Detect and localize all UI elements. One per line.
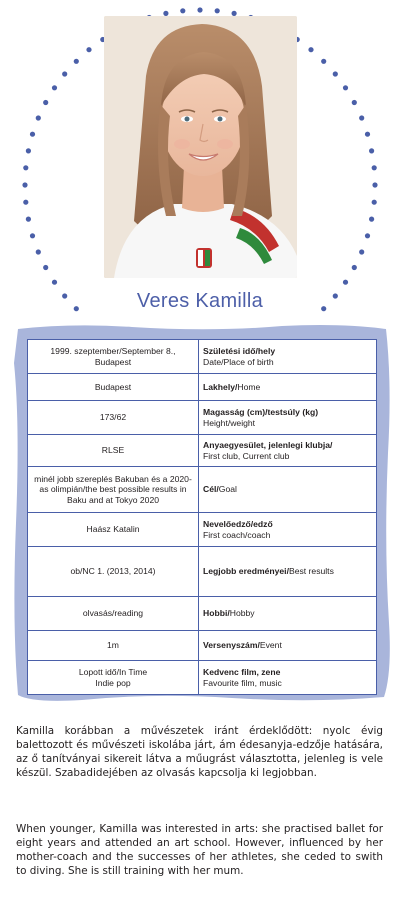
dot <box>62 71 67 76</box>
dot <box>43 265 48 270</box>
table-row <box>28 661 377 695</box>
fact-label-bold: Anyaegyesület, jelenlegi klubja/ <box>203 440 333 451</box>
table-row <box>28 467 377 513</box>
dot <box>369 217 374 222</box>
fact-label <box>199 374 377 401</box>
dot <box>215 8 220 13</box>
dot <box>22 182 27 187</box>
fact-value: 1m <box>28 631 199 661</box>
dot <box>26 217 31 222</box>
dot <box>52 280 57 285</box>
table-row <box>28 401 377 435</box>
fact-label-bold: Lakhely/ <box>203 381 238 392</box>
fact-value: RLSE <box>28 435 199 467</box>
fact-label <box>199 467 377 513</box>
dot <box>359 249 364 254</box>
fact-label <box>199 631 377 661</box>
dot <box>23 200 28 205</box>
fact-label <box>199 597 377 631</box>
dot <box>352 265 357 270</box>
fact-label-bold: Cél/ <box>203 484 219 495</box>
fact-value: 173/62 <box>28 401 199 435</box>
dot <box>365 132 370 137</box>
fact-value: ob/NC 1. (2013, 2014) <box>28 547 199 597</box>
fact-label <box>199 435 377 467</box>
dot <box>36 249 41 254</box>
fact-label <box>199 661 377 695</box>
dot <box>30 233 35 238</box>
fact-label-line2: Favourite film, music <box>203 677 282 688</box>
dot <box>180 8 185 13</box>
fact-label <box>199 401 377 435</box>
fact-label <box>199 513 377 547</box>
dot <box>321 59 326 64</box>
table-row <box>28 340 377 374</box>
facts-panel <box>12 323 392 703</box>
dot <box>308 47 313 52</box>
fact-value: Lopott idő/In Time Indie pop <box>28 661 199 695</box>
facts-table <box>27 339 377 695</box>
bio-paragraph-hu: Kamilla korábban a művészetek iránt érdeklődött: nyolc évig balettozott és művészeti iskolába járt, ám édesanyja-edzője hatására, az ő tanítványai sikereit látva a műugrást választotta, jelenleg is vele készül. Szabadidejében az olvasás kapcsolja ki legjobban. <box>16 725 383 780</box>
bio-paragraph-en: When younger, Kamilla was interested in arts: she practised ballet for eight years and attended an art school. However, influenced by her mother-coach and the successes of her athletes, she ceded to swith to diving. She is still training with her mum. <box>16 823 383 878</box>
dot <box>43 100 48 105</box>
fact-label-rest: Hobby <box>229 608 255 619</box>
table-row <box>28 513 377 547</box>
fact-label <box>199 340 377 374</box>
fact-label-line2: Date/Place of birth <box>203 356 274 367</box>
fact-label-bold: Kedvenc film, zene <box>203 667 281 678</box>
fact-label-line2: First club, Current club <box>203 450 290 461</box>
dot <box>352 100 357 105</box>
fact-label-bold: Magasság (cm)/testsúly (kg) <box>203 407 319 418</box>
fact-label-rest: Home <box>237 381 261 392</box>
athlete-name: Veres Kamilla <box>136 290 264 312</box>
dot <box>372 165 377 170</box>
fact-label-line2: Height/weight <box>203 417 256 428</box>
fact-value: olvasás/reading <box>28 597 199 631</box>
dot <box>197 7 202 12</box>
dot <box>372 182 377 187</box>
dot <box>343 280 348 285</box>
dot <box>333 71 338 76</box>
fact-label-bold: Hobbi/ <box>203 608 230 619</box>
fact-value: Budapest <box>28 374 199 401</box>
table-row <box>28 631 377 661</box>
portrait-photo <box>104 16 297 278</box>
dot <box>23 165 28 170</box>
fact-label-bold: Nevelőedző/edző <box>203 519 273 530</box>
table-row <box>28 374 377 401</box>
fact-label-bold: Születési idő/hely <box>203 346 276 357</box>
dot <box>86 47 91 52</box>
dot <box>365 233 370 238</box>
dot <box>359 115 364 120</box>
fact-label <box>199 547 377 597</box>
dot <box>369 148 374 153</box>
fact-label-bold: Versenyszám/ <box>203 640 260 651</box>
fact-label-bold: Legjobb eredményei/ <box>203 566 289 577</box>
dot <box>343 85 348 90</box>
fact-label-line2: First coach/coach <box>203 529 271 540</box>
dot <box>30 132 35 137</box>
table-row <box>28 597 377 631</box>
fact-value: Haász Katalin <box>28 513 199 547</box>
table-row <box>28 547 377 597</box>
dot <box>74 59 79 64</box>
fact-value: 1999. szeptember/September 8., Budapest <box>28 340 199 374</box>
fact-label-rest: Goal <box>218 484 237 495</box>
dot <box>26 148 31 153</box>
fact-label-rest: Best results <box>288 566 334 577</box>
dot <box>36 115 41 120</box>
fact-label-rest: Event <box>259 640 282 651</box>
fact-value: minél jobb szereplés Bakuban és a 2020-as olimpián/the best possible results in Baku and at Tokyo 2020 <box>28 467 199 513</box>
dot <box>52 85 57 90</box>
table-row <box>28 435 377 467</box>
dot <box>372 200 377 205</box>
